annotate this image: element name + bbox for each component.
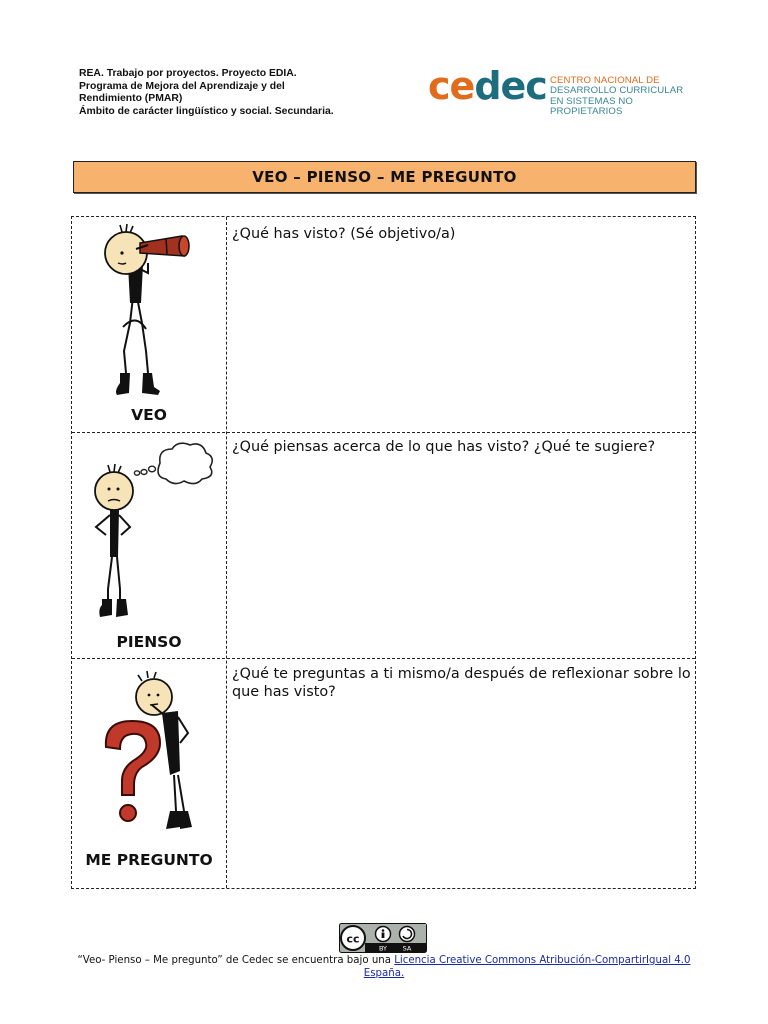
question-pienso: ¿Qué piensas acerca de lo que has visto? ¿Qué te sugiere? <box>232 439 656 455</box>
question-figure-icon <box>94 671 214 843</box>
header-line: REA. Trabajo por proyectos. Proyecto EDIA. <box>79 68 297 79</box>
header-line: Ámbito de carácter lingüístico y social. Secundaria. <box>79 105 334 117</box>
badge-by-text: BY <box>378 944 388 953</box>
logo-tagline <box>550 76 690 118</box>
column-divider <box>226 217 227 888</box>
header-line: Rendimiento (PMAR) <box>79 93 183 105</box>
license-link[interactable]: Licencia Creative Commons Atribución-CompartirIgual 4.0 España. <box>363 955 691 979</box>
thinking-figure-icon <box>88 439 218 629</box>
logo-word-dec: dec <box>474 64 547 108</box>
page-title: VEO – PIENSO – ME PREGUNTO <box>73 161 696 193</box>
cedec-logo <box>428 64 690 118</box>
document-header <box>79 68 399 118</box>
logo-tagline-line: DESARROLLO CURRICULAR <box>550 85 684 97</box>
license-text: “Veo- Pienso – Me pregunto” de Cedec se encuentra bajo una <box>77 955 395 966</box>
creative-commons-badge-icon <box>339 923 427 953</box>
question-me-pregunto: ¿Qué te preguntas a ti mismo/a después de reflexionar sobre lo que has visto? <box>232 666 691 700</box>
badge-cc-text: cc <box>346 932 360 946</box>
logo-word-ce: ce <box>428 64 475 108</box>
row-divider <box>72 658 695 659</box>
logo-tagline-line: CENTRO NACIONAL DE <box>550 75 660 86</box>
logo-wordmark <box>428 64 547 108</box>
logo-tagline-line: EN SISTEMAS NO PROPIETARIOS <box>550 95 633 118</box>
worksheet-table <box>71 216 696 889</box>
row-divider <box>72 432 695 433</box>
row-label-pienso: PIENSO <box>116 633 182 651</box>
license-notice <box>70 955 698 980</box>
telescope-figure-icon <box>96 223 216 403</box>
row-label-veo: VEO <box>131 406 167 424</box>
question-veo: ¿Qué has visto? (Sé objetivo/a) <box>232 226 456 242</box>
header-line: Programa de Mejora del Aprendizaje y del <box>79 80 285 92</box>
row-label-me-pregunto: ME PREGUNTO <box>85 851 213 869</box>
badge-sa-text: SA <box>402 944 412 953</box>
